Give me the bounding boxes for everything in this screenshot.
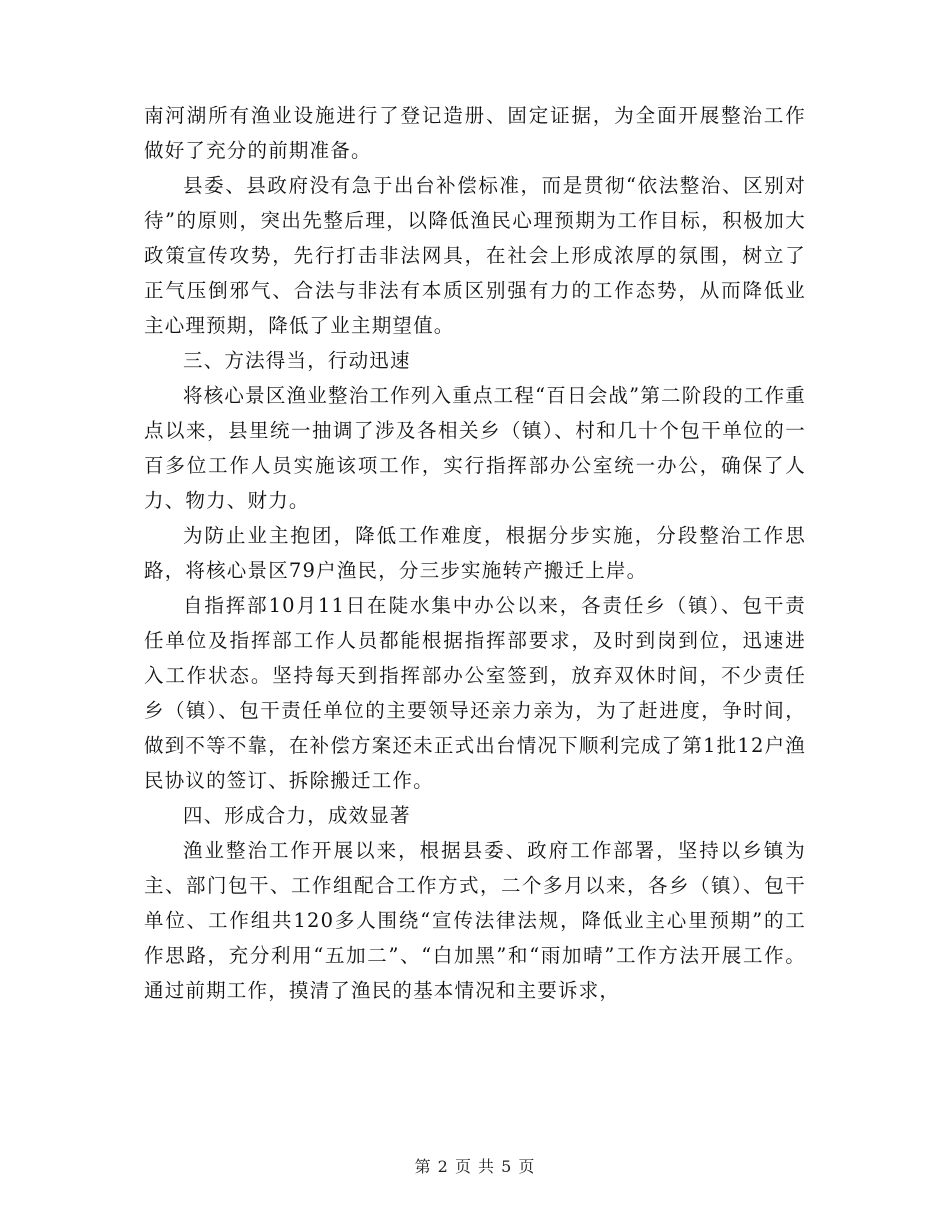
paragraph: 南河湖所有渔业设施进行了登记造册、固定证据，为全面开展整治工作做好了充分的前期准备。 — [144, 104, 806, 162]
section-heading: 三、方法得当，行动迅速 — [183, 349, 411, 372]
paragraph: 为防止业主抱团，降低工作难度，根据分步实施，分段整治工作思路，将核心景区79户渔民，分三步实施转产搬迁上岸。 — [144, 524, 806, 582]
section-heading: 四、形成合力，成效显著 — [183, 804, 411, 827]
paragraph: 县委、县政府没有急于出台补偿标准，而是贯彻“依法整治、区别对待”的原则，突出先整后理，以降低渔民心理预期为工作目标，积极加大政策宣传攻势，先行打击非法网具，在社会上形成浓厚的氛围，树立了正气压倒邪气、合法与非法有本质区别强有力的工作态势，从而降低业主心理预期，降低了业主期望值。 — [144, 174, 806, 337]
document-body — [144, 98, 806, 1008]
paragraph: 渔业整治工作开展以来，根据县委、政府工作部署，坚持以乡镇为主、部门包干、工作组配合工作方式，二个多月以来，各乡（镇）、包干单位、工作组共120多人围绕“宣传法律法规，降低业主心里预期”的工作思路，充分利用“五加二”、“白加黑”和“雨加晴”工作方法开展工作。通过前期工作，摸清了渔民的基本情况和主要诉求， — [144, 839, 806, 1002]
paragraph: 自指挥部10月11日在陡水集中办公以来，各责任乡（镇）、包干责任单位及指挥部工作人员都能根据指挥部要求，及时到岗到位，迅速进入工作状态。坚持每天到指挥部办公室签到，放弃双休时间，不少责任乡（镇）、包干责任单位的主要领导还亲力亲为，为了赶进度，争时间，做到不等不靠，在补偿方案还未正式出台情况下顺利完成了第1批12户渔民协议的签订、拆除搬迁工作。 — [144, 594, 806, 792]
page-number-footer: 第 2 页 共 5 页 — [414, 1157, 536, 1176]
paragraph: 将核心景区渔业整治工作列入重点工程“百日会战”第二阶段的工作重点以来，县里统一抽调了涉及各相关乡（镇）、村和几十个包干单位的一百多位工作人员实施该项工作，实行指挥部办公室统一办公，确保了人力、物力、财力。 — [144, 384, 806, 512]
